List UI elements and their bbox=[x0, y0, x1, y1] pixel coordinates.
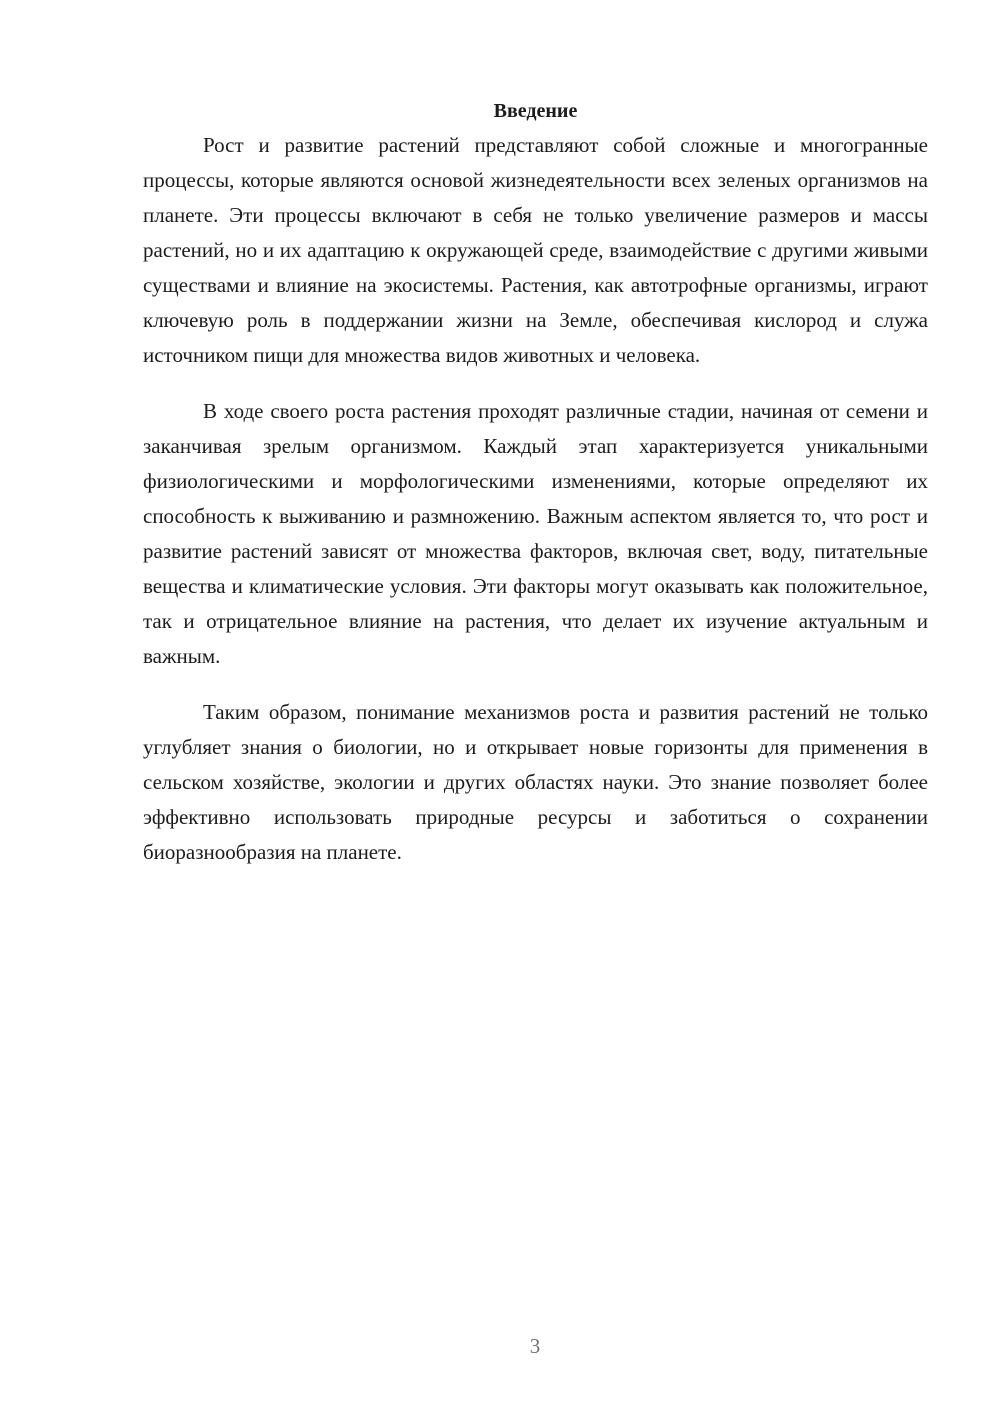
section-title: Введение bbox=[493, 100, 578, 122]
page-number: 3 bbox=[529, 1334, 541, 1358]
paragraph-2: В ходе своего роста растения проходят различные стадии, начиная от семени и заканчивая зрелым организмом. Каждый этап характеризуется уникальными физиологическими и морфологическими изменениями, которые определяют их способность к выживанию и размножению. Важным аспектом является то, что рост и развитие растений зависят от множества факторов, включая свет, воду, питательные вещества и климатические условия. Эти факторы могут оказывать как положительное, так и отрицательное влияние на растения, что делает их изучение актуальным и важным. bbox=[143, 399, 928, 668]
page-content bbox=[143, 98, 928, 870]
paragraph-3: Таким образом, понимание механизмов роста и развития растений не только углубляет знания о биологии, но и открывает новые горизонты для применения в сельском хозяйстве, экологии и других областях науки. Это знание позволяет более эффективно использовать природные ресурсы и заботиться о сохранении биоразнообразия на планете. bbox=[143, 700, 928, 864]
paragraph-1: Рост и развитие растений представляют собой сложные и многогранные процессы, которые являются основой жизнедеятельности всех зеленых организмов на планете. Эти процессы включают в себя не только увеличение размеров и массы растений, но и их адаптацию к окружающей среде, взаимодействие с другими живыми существами и влияние на экосистемы. Растения, как автотрофные организмы, играют ключевую роль в поддержании жизни на Земле, обеспечивая кислород и служа источником пищи для множества видов животных и человека. bbox=[143, 133, 928, 367]
